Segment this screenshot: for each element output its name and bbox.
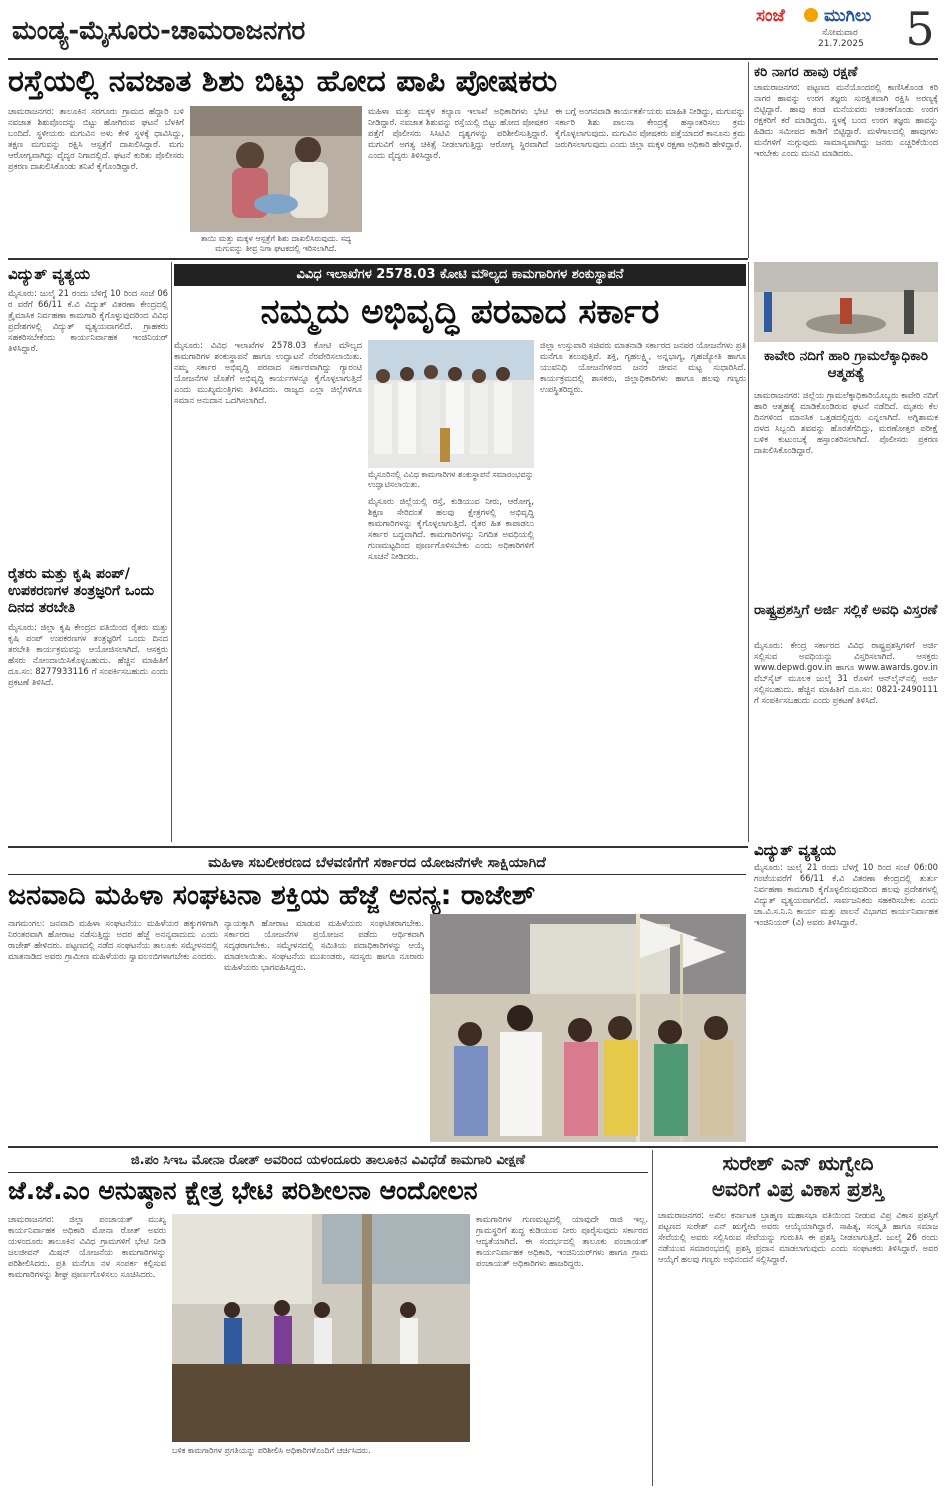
development-caption: ಮೈಸೂರಿನಲ್ಲಿ ವಿವಿಧ ಕಾಮಗಾರಿಗಳ ಶಂಕುಸ್ಥಾಪನೆ ಸಮಾರಂಭವನ್ನು ಉದ್ಘಾಟಿಸಲಾಯಿತು. (368, 470, 534, 489)
section-banner (8, 6, 748, 56)
column-divider (171, 262, 172, 842)
headline-farmers-training: ರೈತರು ಮತ್ತು ಕೃಷಿ ಪಂಪ್‌/ ಉಪಕರಣಗಳ ತಂತ್ರಜ್ಞರಿಗೆ ಒಂದು ದಿನದ ತರಬೇತಿ (8, 566, 155, 616)
article-snake-rescue: ಚಾಮರಾಜನಗರ: ಪಟ್ಟಣದ ಮನೆಯೊಂದರಲ್ಲಿ ಕಾಣಿಸಿಕೊಂಡ ಕರಿ ನಾಗರ ಹಾವನ್ನು ಉರಗ ತಜ್ಞರು ಸುರಕ್ಷಿತವಾಗಿ ರಕ್ಷಿಸಿ ಅರಣ್ಯಕ್ಕೆ ಬಿಟ್ಟಿದ್ದಾರೆ. ಹಾವು ಕಂಡ ಮನೆಯವರು ಆತಂಕಗೊಂಡು ಉರಗ ರಕ್ಷಕರಿಗೆ ಕರೆ ಮಾಡಿದ್ದರು. ಸ್ಥಳಕ್ಕೆ ಬಂದ ಉರಗ ತಜ್ಞರು ಹಾವನ್ನು ಹಿಡಿದು ಸಮೀಪದ ಕಾಡಿಗೆ ಬಿಟ್ಟಿದ್ದಾರೆ. ಮಳೆಗಾಲದಲ್ಲಿ ಹಾವುಗಳು ಮನೆಗಳಿಗೆ ನುಗ್ಗುವುದು ಸಾಮಾನ್ಯವಾಗಿದ್ದು ಜನರು ಎಚ್ಚರಿಕೆಯಿಂದ ಇರಬೇಕು ಎಂದು ಮನವಿ ಮಾಡಿದರು. (754, 82, 938, 158)
headline-national-award: ರಾಷ್ಟ್ರಪ್ರಶಸ್ತಿಗೆ ಅರ್ಜಿ ಸಲ್ಲಿಕೆ ಅವಧಿ ವಿಸ್ತರಣೆ (754, 602, 938, 618)
issue-date: 21.7.2025 (818, 39, 864, 49)
column-divider (748, 262, 749, 842)
article-women-col2: ನ್ಯಾಯಕ್ಕಾಗಿ ಹೋರಾಟ ಮಾಡುವ ಮಹಿಳೆಯರು ಸಂಘಟಿತರಾಗಬೇಕು. ಸರ್ಕಾರದ ಯೋಜನೆಗಳ ಪ್ರಯೋಜನ ಪಡೆದು ಆರ್ಥಿಕವಾಗಿ ಸದೃಢರಾಗಬೇಕು. ಸಮ್ಮೇಳನದಲ್ಲಿ ಸಮಿತಿಯ ಪದಾಧಿಕಾರಿಗಳನ್ನು ಆಯ್ಕೆ ಮಾಡಲಾಯಿತು. ಸಂಘಟನೆಯ ಮುಖಂಡರು, ಸದಸ್ಯರು ಹಾಗೂ ನೂರಾರು ಮಹಿಳೆಯರು ಭಾಗವಹಿಸಿದ್ದರು. (224, 918, 424, 972)
rule (8, 1146, 938, 1148)
snake-rescue-photo (754, 262, 938, 342)
jjm-photo (172, 1214, 470, 1442)
article-newborn-col3: ಈ ಬಗ್ಗೆ ಅಂಗನವಾಡಿ ಕಾರ್ಯಕರ್ತೆಯರು ಮಾಹಿತಿ ನೀಡಿದ್ದು, ಮಗುವನ್ನು ಸರ್ಕಾರಿ ಶಿಶು ಪಾಲನಾ ಕೇಂದ್ರಕ್ಕೆ ಹಸ್ತಾಂತರಿಸಲು ಕ್ರಮ ಕೈಗೊಳ್ಳಲಾಗುವುದು. ಮಗುವಿನ ಪೋಷಕರು ಪತ್ತೆಯಾದರೆ ಕಾನೂನು ಕ್ರಮ ಜರುಗಿಸಲಾಗುವುದು ಎಂದು ಜಿಲ್ಲಾ ಮಕ್ಕಳ ರಕ್ಷಣಾ ಅಧಿಕಾರಿ ಹೇಳಿದ್ದಾರೆ. (555, 106, 745, 149)
paper-name-a: ಸಂಜೆ (756, 6, 785, 26)
article-farmers-training: ಮೈಸೂರು: ಜಿಲ್ಲಾ ಕೃಷಿ ಕೇಂದ್ರದ ವತಿಯಿಂದ ರೈತರು ಮತ್ತು ಕೃಷಿ ಪಂಪ್ ಉಪಕರಣಗಳ ತಂತ್ರಜ್ಞರಿಗೆ ಒಂದು ದಿನದ ತರಬೇತಿ ಕಾರ್ಯಕ್ರಮವನ್ನು ಆಯೋಜಿಸಲಾಗಿದೆ. ಆಸಕ್ತರು ಹೆಸರು ನೋಂದಾಯಿಸಿಕೊಳ್ಳಬಹುದು. ಹೆಚ್ಚಿನ ಮಾಹಿತಿಗೆ ದೂ.ಸಂ: 8277933116 ಗೆ ಸಂಪರ್ಕಿಸಬಹುದು ಎಂದು ಪ್ರಕಟಣೆ ತಿಳಿಸಿದೆ. (8, 622, 168, 687)
rule (8, 258, 748, 260)
paper-logo (752, 4, 897, 54)
headline-jjm: ಜೆ.ಜೆ.ಎಂ ಅನುಷ್ಠಾನ ಕ್ಷೇತ್ರ ಭೇಟಿ ಪರಿಶೀಲನಾ ಆಂದೋಲನ (8, 1176, 478, 1205)
article-women-col1: ನಾಗಮಂಗಲ: ಜನವಾದಿ ಮಹಿಳಾ ಸಂಘಟನೆಯು ಮಹಿಳೆಯರ ಹಕ್ಕುಗಳಿಗಾಗಿ ನಿರಂತರವಾಗಿ ಹೋರಾಟ ನಡೆಸುತ್ತಿದ್ದು ಅದರ ಹೆಜ್ಜೆ ಅನನ್ಯವಾದುದು ಎಂದು ರಾಜೇಶ್ ಹೇಳಿದರು. ಪಟ್ಟಣದಲ್ಲಿ ನಡೆದ ಸಂಘಟನೆಯ ತಾಲೂಕು ಸಮ್ಮೇಳನದಲ್ಲಿ ಮಾತನಾಡಿದ ಅವರು ಗ್ರಾಮೀಣ ಮಹಿಳೆಯರು ಸ್ವಾವಲಂಬಿಗಳಾಗಬೇಕು ಎಂದರು. (8, 918, 218, 961)
issue-day: ಸೋಮವಾರ (822, 28, 858, 38)
column-divider (748, 62, 749, 258)
kicker-women: ಮಹಿಳಾ ಸಬಲೀಕರಣದ ಬೆಳವಣಿಗೆಗೆ ಸರ್ಕಾರದ ಯೋಜನೆಗಳೇ ಸಾಕ್ಷಿಯಾಗಿದೆ (8, 852, 746, 875)
article-national-award: ಮೈಸೂರು: ಕೇಂದ್ರ ಸರ್ಕಾರದ ವಿವಿಧ ರಾಷ್ಟ್ರಪ್ರಶಸ್ತಿಗಳಿಗೆ ಅರ್ಜಿ ಸಲ್ಲಿಸುವ ಅವಧಿಯನ್ನು ವಿಸ್ತರಿಸಲಾಗಿದೆ. ಆಸಕ್ತರು www.depwd.gov.in ಹಾಗೂ www.awards.gov.in ವೆಬ್‌ಸೈಟ್ ಮೂಲಕ ಜುಲೈ 31 ರೊಳಗೆ ಆನ್‌ಲೈನ್‌ನಲ್ಲಿ ಅರ್ಜಿ ಸಲ್ಲಿಸಬಹುದು. ಹೆಚ್ಚಿನ ಮಾಹಿತಿಗೆ ದೂ.ಸಂ: 0821-2490111 ಗೆ ಸಂಪರ್ಕಿಸಬಹುದು ಎಂದು ಪ್ರಕಟಣೆ ತಿಳಿಸಿದೆ. (754, 640, 938, 705)
article-development-col2: ಮೈಸೂರು ಜಿಲ್ಲೆಯಲ್ಲಿ ರಸ್ತೆ, ಕುಡಿಯುವ ನೀರು, ಆರೋಗ್ಯ, ಶಿಕ್ಷಣ ಸೇರಿದಂತೆ ಹಲವು ಕ್ಷೇತ್ರಗಳಲ್ಲಿ ಅಭಿವೃದ್ಧಿ ಕಾಮಗಾರಿಗಳನ್ನು ಕೈಗೊಳ್ಳಲಾಗುತ್ತಿದೆ. ರೈತರ ಹಿತ ಕಾಪಾಡಲು ಸರ್ಕಾರ ಬದ್ಧವಾಗಿದೆ. ಕಾಮಗಾರಿಗಳನ್ನು ನಿಗದಿತ ಅವಧಿಯಲ್ಲಿ ಗುಣಮಟ್ಟದಿಂದ ಪೂರ್ಣಗೊಳಿಸಬೇಕು ಎಂದು ಅಧಿಕಾರಿಗಳಿಗೆ ಸೂಚನೆ ನೀಡಿದರು. (368, 496, 534, 561)
newborn-caption: ತಾಯಿ ಮತ್ತು ಮಕ್ಕಳ ಆಸ್ಪತ್ರೆಗೆ ಶಿಶು ದಾಖಲಿಸಿರುವುದು. ಸದ್ಯ ಮಗುವನ್ನು ತೀವ್ರ ನಿಗಾ ಘಟಕದಲ್ಲಿ ಇರಿಸಲಾಗಿದೆ. (200, 234, 352, 253)
article-jjm-col2: ಕಾಮಗಾರಿಗಳ ಗುಣಮಟ್ಟದಲ್ಲಿ ಯಾವುದೇ ರಾಜಿ ಇಲ್ಲ. ಗ್ರಾಮಸ್ಥರಿಗೆ ಶುದ್ಧ ಕುಡಿಯುವ ನೀರು ಪೂರೈಸುವುದು ಸರ್ಕಾರದ ಆದ್ಯತೆಯಾಗಿದೆ. ಈ ಸಂದರ್ಭದಲ್ಲಿ ತಾಲೂಕು ಪಂಚಾಯತ್ ಕಾರ್ಯನಿರ್ವಾಹಕ ಅಧಿಕಾರಿ, ಇಂಜಿನಿಯರ್‌ಗಳು ಹಾಗೂ ಗ್ರಾಮ ಪಂಚಾಯತ್ ಅಧಿಕಾರಿಗಳು ಹಾಜರಿದ್ದರು. (476, 1214, 648, 1268)
headline-snake-rescue: ಕರಿ ನಾಗರ ಹಾವು ರಕ್ಷಣೆ (754, 64, 858, 80)
jjm-caption: ಬಳಿಕ ಕಾಮಗಾರಿಗಳ ಪ್ರಗತಿಯನ್ನು ಪರಿಶೀಲಿಸಿ ಅಧಿಕಾರಿಗಳೊಂದಿಗೆ ಚರ್ಚಿಸಿದರು. (172, 1446, 371, 1455)
headline-newborn: ರಸ್ತೆಯಲ್ಲಿ ನವಜಾತ ಶಿಶು ಬಿಟ್ಟು ಹೋದ ಪಾಪಿ ಪೋಷಕರು (8, 64, 558, 99)
women-photo (430, 914, 746, 1142)
vipra-award-title-b: ಅವರಿಗೆ ವಿಪ್ರ ವಿಕಾಸ ಪ್ರಶಸ್ತಿ (711, 1177, 885, 1201)
column-divider (652, 1150, 653, 1486)
headline-power-outage-1: ವಿದ್ಯುತ್ ವ್ಯತ್ಯಯ (8, 265, 91, 283)
headline-power-outage-2: ವಿದ್ಯುತ್ ವ್ಯತ್ಯಯ (754, 841, 837, 859)
article-jjm-col1: ಚಾಮರಾಜನಗರ: ಜಿಲ್ಲಾ ಪಂಚಾಯತ್ ಮುಖ್ಯ ಕಾರ್ಯನಿರ್ವಾಹಕ ಅಧಿಕಾರಿ ಮೋನಾ ರೋತ್ ಅವರು ಯಳಂದೂರು ತಾಲೂಕಿನ ವಿವಿಧ ಗ್ರಾಮಗಳಿಗೆ ಭೇಟಿ ನೀಡಿ ಜಲಜೀವನ್ ಮಿಷನ್ ಯೋಜನೆಯ ಕಾಮಗಾರಿಗಳನ್ನು ಪರಿಶೀಲಿಸಿದರು. ಪ್ರತಿ ಮನೆಗೂ ನಳ ಸಂಪರ್ಕ ಕಲ್ಪಿಸುವ ಕಾಮಗಾರಿಗಳನ್ನು ಶೀಘ್ರ ಪೂರ್ಣಗೊಳಿಸಲು ಸೂಚಿಸಿದರು. (8, 1214, 166, 1279)
article-power-outage-1: ಮೈಸೂರು: ಜುಲೈ 21 ರಂದು ಬೆಳಿಗ್ಗೆ 10 ರಿಂದ ಸಂಜೆ 06 ರ ವರೆಗೆ 66/11 ಕೆ.ವಿ ವಿದ್ಯುತ್ ವಿತರಣಾ ಕೇಂದ್ರದಲ್ಲಿ ತ್ರೈಮಾಸಿಕ ನಿರ್ವಹಣಾ ಕಾಮಗಾರಿ ಕೈಗೊಳ್ಳುವುದರಿಂದ ವಿವಿಧ ಪ್ರದೇಶಗಳಲ್ಲಿ ವಿದ್ಯುತ್ ವ್ಯತ್ಯಯವಾಗಲಿದೆ. ಗ್ರಾಹಕರು ಸಹಕರಿಸಬೇಕೆಂದು ಕಾರ್ಯನಿರ್ವಾಹಕ ಇಂಜಿನಿಯರ್ ತಿಳಿಸಿದ್ದಾರೆ. (8, 288, 168, 353)
page-number: 5 (905, 2, 935, 56)
paper-name-b: ಮುಗಿಲು (824, 6, 872, 26)
kicker-development: ವಿವಿಧ ಇಲಾಖೆಗಳ 2578.03 ಕೋಟಿ ಮೌಲ್ಯದ ಕಾಮಗಾರಿಗಳ ಶಂಕುಸ್ಥಾಪನೆ (174, 264, 746, 286)
headline-women: ಜನವಾದಿ ಮಹಿಳಾ ಸಂಘಟನಾ ಶಕ್ತಿಯ ಹೆಜ್ಜೆ ಅನನ್ಯ: ರಾಜೇಶ್ (8, 880, 536, 911)
article-newborn-col1: ಚಾಮರಾಜನಗರ: ತಾಲೂಕಿನ ಸರಗೂರು ಗ್ರಾಮದ ಹೆದ್ದಾರಿ ಬಳಿ ನವಜಾತ ಶಿಶುವೊಂದನ್ನು ಬಿಟ್ಟು ಹೋಗಿರುವ ಘಟನೆ ಬೆಳಕಿಗೆ ಬಂದಿದೆ. ಸ್ಥಳೀಯರು ಮಗುವಿನ ಅಳು ಕೇಳಿ ಸ್ಥಳಕ್ಕೆ ಧಾವಿಸಿದ್ದು, ತಕ್ಷಣ ಮಗುವನ್ನು ರಕ್ಷಿಸಿ ಆಸ್ಪತ್ರೆಗೆ ದಾಖಲಿಸಿದ್ದಾರೆ. ಮಗು ಆರೋಗ್ಯವಾಗಿದ್ದು ವೈದ್ಯರ ನಿಗಾದಲ್ಲಿದೆ. ಘಟನೆ ಕುರಿತು ಪೊಲೀಸರು ಪ್ರಕರಣ ದಾಖಲಿಸಿಕೊಂಡು ತನಿಖೆ ಕೈಗೊಂಡಿದ್ದಾರೆ. (8, 106, 184, 171)
headline-development: ನಮ್ಮದು ಅಭಿವೃದ್ಧಿ ಪರವಾದ ಸರ್ಕಾರ (260, 292, 660, 332)
headline-vipra-award (656, 1150, 940, 1202)
kicker-jjm: ಜಿ.ಪಂ ಸಿಇಒ ಮೋನಾ ರೋತ್ ಅವರಿಂದ ಯಳಂದೂರು ತಾಲೂಕಿನ ವಿವಿಧೆಡೆ ಕಾಮಗಾರಿ ವೀಕ್ಷಣೆ (8, 1150, 648, 1173)
article-newborn-col2: ಮಹಿಳಾ ಮತ್ತು ಮಕ್ಕಳ ಕಲ್ಯಾಣ ಇಲಾಖೆ ಅಧಿಕಾರಿಗಳು ಭೇಟಿ ನೀಡಿದ್ದಾರೆ. ನವಜಾತ ಶಿಶುವನ್ನು ರಸ್ತೆಯಲ್ಲಿ ಬಿಟ್ಟು ಹೋದ ಪೋಷಕರ ಪತ್ತೆಗೆ ಪೊಲೀಸರು ಸಿಸಿಟಿವಿ ದೃಶ್ಯಗಳನ್ನು ಪರಿಶೀಲಿಸುತ್ತಿದ್ದಾರೆ. ಮಗುವಿಗೆ ಅಗತ್ಯ ಚಿಕಿತ್ಸೆ ನೀಡಲಾಗುತ್ತಿದ್ದು ಆರೋಗ್ಯ ಸ್ಥಿರವಾಗಿದೆ ಎಂದು ವೈದ್ಯರು ತಿಳಿಸಿದ್ದಾರೆ. (368, 106, 548, 160)
development-photo (368, 340, 534, 468)
section-title: ಮಂಡ್ಯ-ಮೈಸೂರು-ಚಾಮರಾಜನಗರ (12, 16, 306, 46)
article-cauvery: ಚಾಮರಾಜನಗರ: ಜಿಲ್ಲೆಯ ಗ್ರಾಮಲೆಕ್ಕಾಧಿಕಾರಿಯೊಬ್ಬರು ಕಾವೇರಿ ನದಿಗೆ ಹಾರಿ ಆತ್ಮಹತ್ಯೆ ಮಾಡಿಕೊಂಡಿರುವ ಘಟನೆ ನಡೆದಿದೆ. ಮೃತರು ಕೆಲ ದಿನಗಳಿಂದ ಮಾನಸಿಕ ಒತ್ತಡದಲ್ಲಿದ್ದರು ಎನ್ನಲಾಗಿದೆ. ಅಗ್ನಿಶಾಮಕ ದಳದ ಸಿಬ್ಬಂದಿ ಶವವನ್ನು ಹೊರತೆಗೆದಿದ್ದು, ಮರಣೋತ್ತರ ಪರೀಕ್ಷೆ ಬಳಿಕ ಕುಟುಂಬಕ್ಕೆ ಹಸ್ತಾಂತರಿಸಲಾಗಿದೆ. ಪೊಲೀಸರು ಪ್ರಕರಣ ದಾಖಲಿಸಿಕೊಂಡಿದ್ದಾರೆ. (754, 390, 938, 455)
headline-cauvery: ಕಾವೇರಿ ನದಿಗೆ ಹಾರಿ ಗ್ರಾಮಲೆಕ್ಕಾಧಿಕಾರಿ ಆತ್ಮಹತ್ಯೆ (763, 348, 929, 381)
article-development-col3: ಜಿಲ್ಲಾ ಉಸ್ತುವಾರಿ ಸಚಿವರು ಮಾತನಾಡಿ ಸರ್ಕಾರದ ಜನಪರ ಯೋಜನೆಗಳು ಪ್ರತಿ ಮನೆಗೂ ತಲುಪುತ್ತಿವೆ. ಶಕ್ತಿ, ಗೃಹಲಕ್ಷ್ಮಿ, ಅನ್ನಭಾಗ್ಯ, ಗೃಹಜ್ಯೋತಿ ಹಾಗೂ ಯುವನಿಧಿ ಯೋಜನೆಗಳಿಂದ ಜನರ ಜೀವನ ಮಟ್ಟ ಸುಧಾರಿಸಿದೆ. ಕಾರ್ಯಕ್ರಮದಲ್ಲಿ ಶಾಸಕರು, ಜಿಲ್ಲಾಧಿಕಾರಿಗಳು ಹಾಗೂ ಹಲವು ಗಣ್ಯರು ಉಪಸ್ಥಿತರಿದ್ದರು. (540, 340, 746, 394)
sun-icon (804, 8, 818, 22)
masthead-rule (8, 58, 938, 60)
article-power-outage-2: ಮೈಸೂರು: ಜುಲೈ 21 ರಂದು ಬೆಳಗ್ಗೆ 10 ರಿಂದ ಸಂಜೆ 06:00 ಗಂಟೆಯವರೆಗೆ 66/11 ಕೆ.ವಿ ವಿತರಣಾ ಕೇಂದ್ರದಲ್ಲಿ ತುರ್ತು ನಿರ್ವಹಣಾ ಕಾಮಗಾರಿ ಕೈಗೊಳ್ಳಲಿರುವುದರಿಂದ ಹಲವು ಪ್ರದೇಶಗಳಲ್ಲಿ ವಿದ್ಯುತ್ ವ್ಯತ್ಯಯವಾಗಲಿದೆ. ಸಾರ್ವಜನಿಕರು ಸಹಕರಿಸಬೇಕು ಎಂದು ಚಾ.ವಿ.ಸ.ನಿ.ನಿ ಕಾರ್ಯ ಮತ್ತು ಪಾಲನೆ ವಿಭಾಗದ ಕಾರ್ಯನಿರ್ವಾಹಕ ಇಂಜಿನಿಯರ್ (ವಿ) ಅವರು ತಿಳಿಸಿದ್ದಾರೆ. (754, 862, 938, 927)
article-development-col1: ಮೈಸೂರು: ವಿವಿಧ ಇಲಾಖೆಗಳ 2578.03 ಕೋಟಿ ಮೌಲ್ಯದ ಕಾಮಗಾರಿಗಳ ಶಂಕುಸ್ಥಾಪನೆ ಹಾಗೂ ಉದ್ಘಾಟನೆ ನೆರವೇರಿಸಲಾಯಿತು. ನಮ್ಮ ಸರ್ಕಾರ ಅಭಿವೃದ್ಧಿ ಪರವಾದ ಸರ್ಕಾರವಾಗಿದ್ದು ಗ್ಯಾರಂಟಿ ಯೋಜನೆಗಳ ಜೊತೆಗೆ ಅಭಿವೃದ್ಧಿ ಕಾರ್ಯಗಳನ್ನೂ ಕೈಗೊಳ್ಳಲಾಗುತ್ತಿದೆ ಎಂದು ಮುಖ್ಯಮಂತ್ರಿಗಳು ತಿಳಿಸಿದರು. ರಾಜ್ಯದ ಎಲ್ಲಾ ಜಿಲ್ಲೆಗಳಿಗೂ ಸಮಾನ ಅನುದಾನ ಒದಗಿಸಲಾಗಿದೆ. (174, 340, 362, 405)
rule (8, 846, 748, 848)
article-vipra-award: ಚಾಮರಾಜನಗರ: ಅಖಿಲ ಕರ್ನಾಟಕ ಬ್ರಾಹ್ಮಣ ಮಹಾಸಭಾ ವತಿಯಿಂದ ನೀಡುವ ವಿಪ್ರ ವಿಕಾಸ ಪ್ರಶಸ್ತಿಗೆ ಪಟ್ಟಣದ ಸುರೇಶ್ ಎನ್ ಋಗ್ವೇದಿ ಅವರು ಆಯ್ಕೆಯಾಗಿದ್ದಾರೆ. ಸಾಹಿತ್ಯ, ಸಂಸ್ಕೃತಿ ಹಾಗೂ ಸಮಾಜ ಸೇವೆಯಲ್ಲಿ ಅವರು ಸಲ್ಲಿಸಿರುವ ಸೇವೆಯನ್ನು ಗುರುತಿಸಿ ಈ ಪ್ರಶಸ್ತಿ ನೀಡಲಾಗುತ್ತಿದೆ. ಜುಲೈ 26 ರಂದು ನಡೆಯುವ ಸಮಾರಂಭದಲ್ಲಿ ಪ್ರಶಸ್ತಿ ಪ್ರದಾನ ಮಾಡಲಾಗುವುದು ಎಂದು ಸಂಘಟಕರು ತಿಳಿಸಿದ್ದಾರೆ. ಅವರ ಆಯ್ಕೆಗೆ ಹಲವು ಗಣ್ಯರು ಅಭಿನಂದನೆ ಸಲ್ಲಿಸಿದ್ದಾರೆ. (658, 1210, 938, 1264)
vipra-award-title-a: ಸುರೇಶ್ ಎನ್ ಋಗ್ವೇದಿ (722, 1151, 874, 1175)
newborn-photo (190, 106, 362, 232)
